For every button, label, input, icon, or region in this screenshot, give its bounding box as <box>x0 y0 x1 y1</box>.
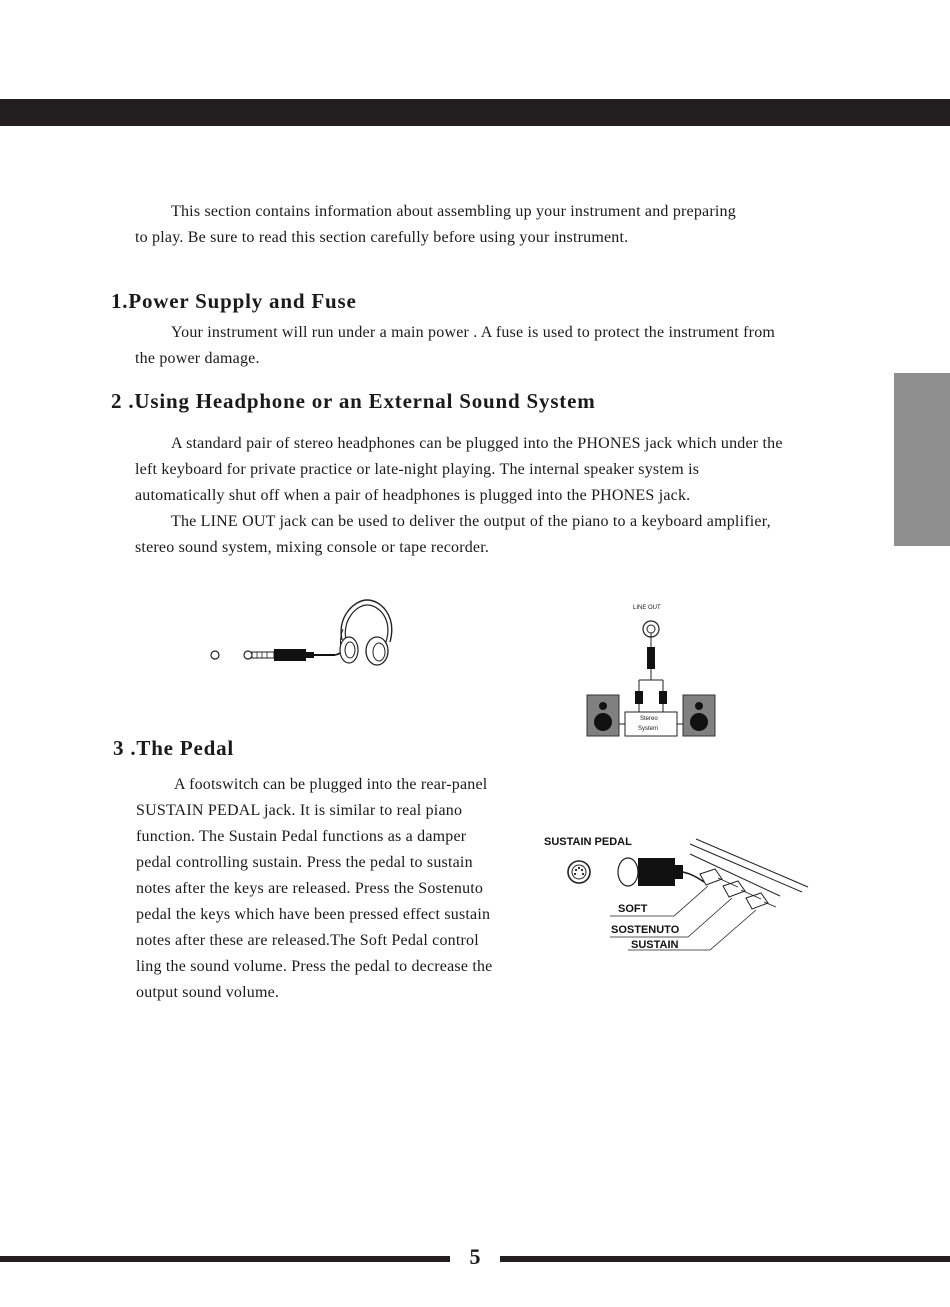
sustain-pedal-label: SUSTAIN <box>631 939 679 951</box>
page-number: 5 <box>469 1244 481 1269</box>
stereo-label-1: Stereo <box>640 716 658 722</box>
intro-line-2: to play. Be sure to read this section carefully before using your instrument. <box>135 229 629 246</box>
pedal-line-6: pedal the keys which have been pressed effect sustain <box>136 906 491 923</box>
pedal-line-9: output sound volume. <box>136 984 280 1001</box>
line-out-line-2: stereo sound system, mixing console or tape recorder. <box>135 539 490 556</box>
line-out-figure <box>583 600 719 742</box>
pedal-line-3: function. The Sustain Pedal functions as a damper <box>136 828 467 845</box>
pedal-paragraph <box>136 772 536 1006</box>
footer-bar-left <box>0 1256 450 1262</box>
sustain-pedal-jack-label: SUSTAIN PEDAL <box>544 836 632 848</box>
pedal-line-5: notes after the keys are released. Press the Sostenuto <box>136 880 484 897</box>
headphone-line-2: left keyboard for private practice or late-night playing. The internal speaker system is <box>135 461 700 478</box>
line-out-label: LINE OUT <box>633 605 661 611</box>
pedal-line-4: pedal controlling sustain. Press the pedal to sustain <box>136 854 473 871</box>
stereo-label-2: System <box>638 726 659 732</box>
headphone-paragraph-1 <box>135 431 855 509</box>
pedal-line-2: SUSTAIN PEDAL jack. It is similar to real piano <box>136 802 463 819</box>
pedal-line-7: notes after these are released.The Soft Pedal control <box>136 932 479 949</box>
pedal-line-8: ling the sound volume. Press the pedal to decrease the <box>136 958 493 975</box>
line-out-paragraph <box>135 509 855 561</box>
power-line-1: Your instrument will run under a main power . A fuse is used to protect the instrument from <box>171 324 776 341</box>
footer-bar-right <box>500 1256 950 1262</box>
line-out-line-1: The LINE OUT jack can be used to deliver the output of the piano to a keyboard amplifier, <box>171 513 771 530</box>
power-paragraph <box>135 320 855 372</box>
section-side-tab <box>894 373 950 546</box>
section-heading-pedal: 3 .The Pedal <box>113 736 235 760</box>
headphone-line-1: A standard pair of stereo headphones can be plugged into the PHONES jack which under the <box>171 435 783 452</box>
pedal-line-1: A footswitch can be plugged into the rear-panel <box>174 776 488 793</box>
intro-line-1: This section contains information about assembling up your instrument and preparing <box>171 203 736 220</box>
headphone-illustration <box>205 598 405 673</box>
headphone-figure <box>205 598 405 673</box>
pedal-figure <box>540 830 810 955</box>
header-bar <box>0 99 950 126</box>
power-line-2: the power damage. <box>135 350 260 367</box>
intro-paragraph <box>135 199 855 251</box>
pedal-illustration <box>540 830 810 955</box>
section-heading-headphone: 2 .Using Headphone or an External Sound System <box>111 389 596 413</box>
soft-pedal-label: SOFT <box>618 903 648 915</box>
section-heading-power: 1.Power Supply and Fuse <box>111 289 357 313</box>
headphone-line-3: automatically shut off when a pair of headphones is plugged into the PHONES jack. <box>135 487 691 504</box>
sostenuto-pedal-label: SOSTENUTO <box>611 924 680 936</box>
